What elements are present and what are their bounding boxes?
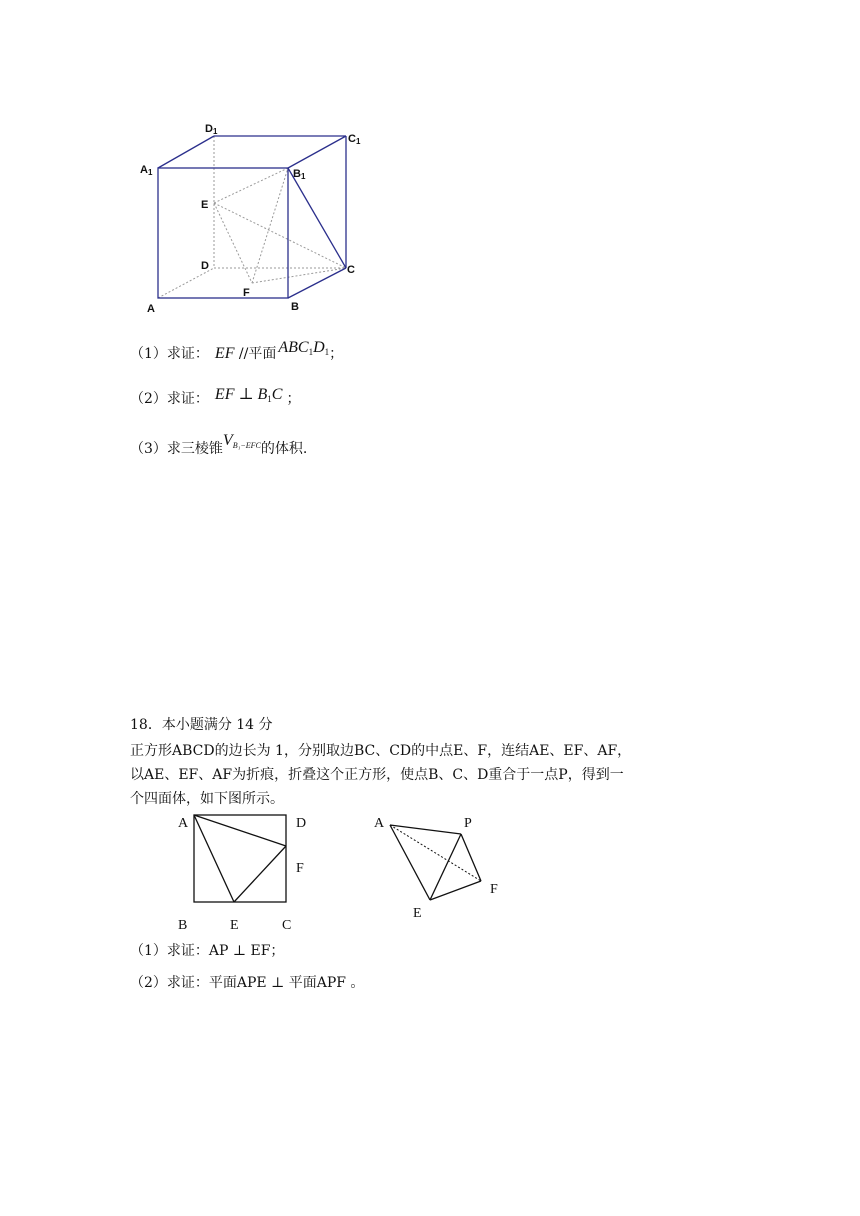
q18-line2: 以AE、EF、AF为折痕，折叠这个正方形，使点B、C、D重合于一点P，得到一 xyxy=(130,767,624,783)
edge-b1-c1 xyxy=(288,136,346,168)
segment-e-b1 xyxy=(214,168,288,203)
q17-part1: （1）求证： EF //平面 $ABC_1D_1$； xyxy=(130,339,344,362)
edge-a-p xyxy=(390,825,461,834)
tetrahedron-figure xyxy=(368,808,508,923)
sq-label-b: B xyxy=(178,918,188,933)
square-abcd xyxy=(194,815,286,902)
sq-label-f: F xyxy=(296,861,304,876)
segment-e-f xyxy=(214,203,252,283)
q17-part3: （3）求三棱锥$V_{B_1-EFC}$的体积. xyxy=(130,432,308,457)
label-c1: C1 xyxy=(348,133,361,146)
square-figure xyxy=(170,808,320,938)
q18-heading: 18．本小题满分 14 分 xyxy=(130,717,273,733)
q18-part1: （1）求证：AP ⊥ EF； xyxy=(130,943,285,959)
tet-label-e: E xyxy=(413,906,422,921)
label-b1: B1 xyxy=(293,168,306,181)
sq-label-a: A xyxy=(178,816,189,831)
front-face xyxy=(158,168,288,298)
cube-figure xyxy=(130,110,390,320)
edge-a-d xyxy=(158,268,214,298)
cube-hidden-lines xyxy=(158,136,346,298)
edge-p-f xyxy=(461,834,481,881)
label-e: E xyxy=(201,199,209,211)
q17-part2: （2）求证： EF ⊥ $B_1C$ ； xyxy=(130,386,301,407)
label-f: F xyxy=(243,287,250,299)
edge-a-f-hidden xyxy=(390,825,481,881)
tet-label-p: P xyxy=(464,816,472,831)
q18-part2: （2）求证：平面APE ⊥ 平面APF 。 xyxy=(130,975,365,991)
label-d: D xyxy=(201,260,209,272)
fold-af xyxy=(194,815,286,846)
cube-visible-edges xyxy=(158,136,346,298)
sq-label-d: D xyxy=(296,816,307,831)
label-a: A xyxy=(147,303,155,315)
fold-ef xyxy=(234,846,286,902)
edge-a1-d1 xyxy=(158,136,214,168)
label-a1: A1 xyxy=(140,164,153,177)
segment-f-b1 xyxy=(252,168,288,283)
edge-a-e xyxy=(390,825,430,900)
label-c: C xyxy=(347,264,355,276)
segment-b1-c xyxy=(288,168,346,268)
tet-label-f: F xyxy=(490,882,498,897)
fold-ae xyxy=(194,815,234,902)
q18-line3: 个四面体，如下图所示。 xyxy=(130,791,284,807)
label-d1: D1 xyxy=(205,123,218,136)
tet-label-a: A xyxy=(374,816,385,831)
sq-label-c: C xyxy=(282,918,292,933)
sq-label-e: E xyxy=(230,918,239,933)
label-b: B xyxy=(291,301,299,313)
segment-e-c xyxy=(214,203,346,268)
q18-line1: 正方形ABCD的边长为 1，分别取边BC、CD的中点E、F，连结AE、EF、AF， xyxy=(130,743,632,759)
